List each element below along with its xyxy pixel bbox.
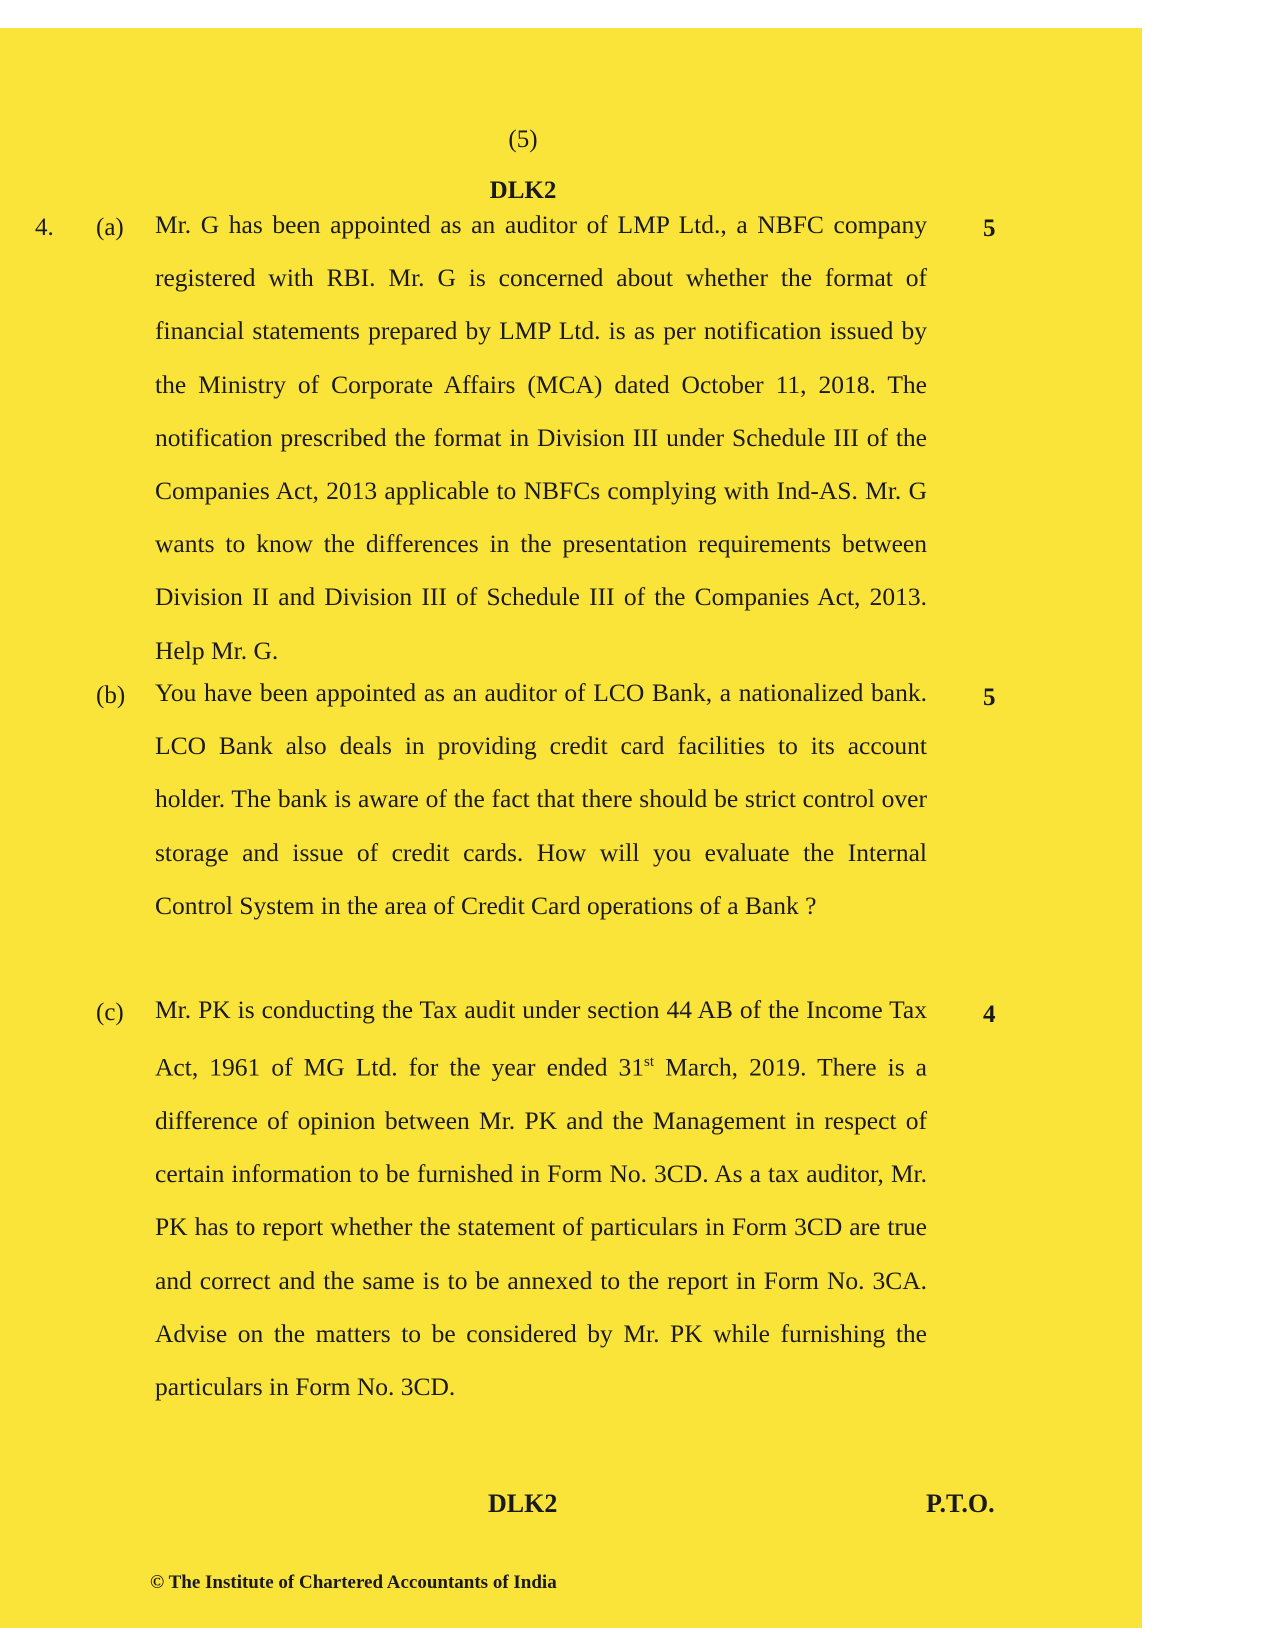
part-a-marks: 5 bbox=[983, 215, 996, 242]
part-c-label: (c) bbox=[96, 999, 124, 1026]
part-c-marks: 4 bbox=[983, 1001, 996, 1028]
part-c-text bbox=[155, 983, 927, 1413]
page-number: (5) bbox=[508, 126, 538, 153]
paper-code-footer: DLK2 bbox=[488, 1489, 558, 1518]
question-number: 4. bbox=[35, 214, 54, 241]
part-c-text-start: Mr. PK is conducting the Tax audit under section 44 AB of the Income Tax Act, 1961 of MG Ltd. for the year ended 31 bbox=[155, 995, 927, 1082]
part-c-superscript: st bbox=[644, 1054, 655, 1071]
part-b-marks: 5 bbox=[983, 684, 996, 711]
part-a-label: (a) bbox=[96, 214, 124, 241]
part-a-text: Mr. G has been appointed as an auditor of LMP Ltd., a NBFC company registered with RBI. Mr. G is concerned about whether the format of financial statements prepared by LMP Ltd. is as per notification issued by the Ministry of Corporate Affairs (MCA) dated October 11, 2018. The notification prescribed the format in Division III under Schedule III of the Companies Act, 2013 applicable to NBFCs complying with Ind-AS. Mr. G wants to know the differences in the presentation requirements between Division II and Division III of Schedule III of the Companies Act, 2013. Help Mr. G. bbox=[155, 210, 927, 665]
part-b-text: You have been appointed as an auditor of LCO Bank, a nationalized bank. LCO Bank also deals in providing credit card facilities to its account holder. The bank is aware of the fact that there should be strict control over storage and issue of credit cards. How will you evaluate the Internal Control System in the area of Credit Card operations of a Bank ? bbox=[155, 678, 927, 920]
paper-code-header: DLK2 bbox=[489, 177, 557, 204]
part-c-text-end: March, 2019. There is a difference of opinion between Mr. PK and the Management in respect of certain information to be furnished in Form No. 3CD. As a tax auditor, Mr. PK has to report whether the statement of particulars in Form 3CD are true and correct and the same is to be annexed to the report in Form No. 3CA. Advise on the matters to be considered by Mr. PK while furnishing the particulars in Form No. 3CD. bbox=[155, 1052, 928, 1401]
copyright-notice: © The Institute of Chartered Accountants of India bbox=[150, 1572, 557, 1593]
part-b-label: (b) bbox=[96, 682, 126, 709]
pto-label: P.T.O. bbox=[926, 1489, 995, 1518]
